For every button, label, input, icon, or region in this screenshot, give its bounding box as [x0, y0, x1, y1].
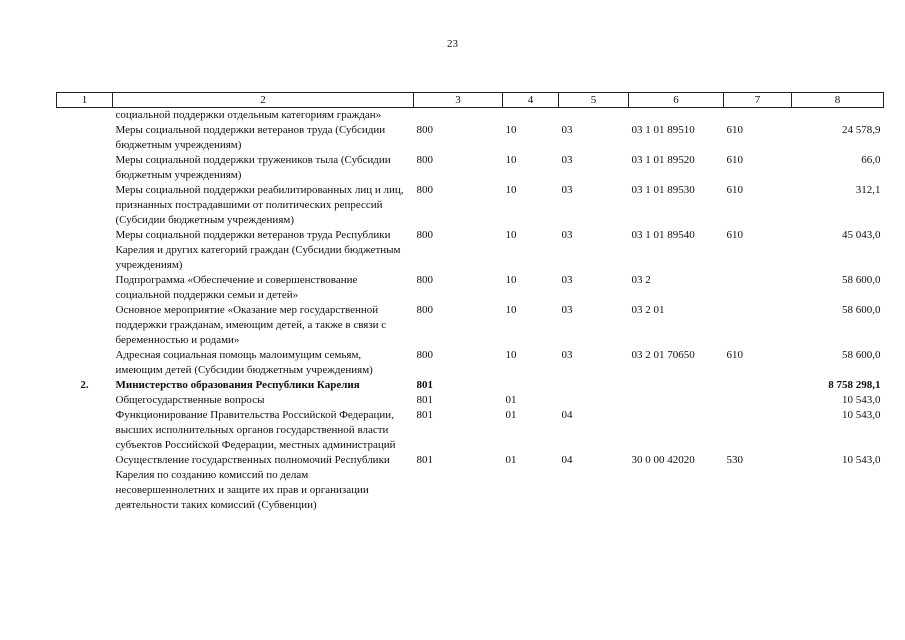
page-number: 23 [447, 38, 458, 50]
row-admin-code: 800 [416, 154, 433, 166]
row-section: 10 [505, 349, 517, 361]
row-target-article: 03 2 [631, 274, 651, 286]
row-subsection: 03 [561, 184, 573, 196]
row-expense-kind: 610 [726, 184, 743, 196]
row-amount: 45 043,0 [842, 229, 881, 241]
table-row [57, 393, 884, 408]
row-section [503, 378, 559, 393]
row-amount: 10 543,0 [842, 394, 881, 406]
table-row [57, 183, 884, 228]
row-amount [792, 108, 884, 124]
row-admin-code [414, 108, 503, 124]
row-subsection: 03 [561, 229, 573, 241]
row-target-article [629, 408, 724, 453]
row-name: Общегосударственные вопросы [115, 394, 265, 406]
row-name: Меры социальной поддержки ветеранов труда (Субсидии бюджетным учреждениям) [115, 124, 386, 151]
row-number [57, 453, 113, 513]
row-subsection: 03 [561, 124, 573, 136]
row-target-article: 03 2 01 70650 [631, 349, 695, 361]
row-expense-kind [724, 393, 792, 408]
col-header-2: 2 [113, 93, 414, 108]
row-number [57, 123, 113, 153]
table-row [57, 228, 884, 273]
row-number [57, 108, 113, 124]
table-row [57, 153, 884, 183]
row-subsection: 04 [561, 454, 573, 466]
row-amount: 24 578,9 [842, 124, 881, 136]
row-expense-kind: 610 [726, 154, 743, 166]
row-target-article: 03 1 01 89540 [631, 229, 695, 241]
row-section: 10 [505, 124, 517, 136]
row-expense-kind [724, 303, 792, 348]
row-name: Министерство образования Республики Карелия [115, 379, 360, 391]
row-name: Адресная социальная помощь малоимущим семьям, имеющим детей (Субсидии бюджетным учреждениям) [115, 349, 373, 376]
row-admin-code: 800 [416, 229, 433, 241]
row-amount: 58 600,0 [842, 304, 881, 316]
row-name: Основное мероприятие «Оказание мер государственной поддержки гражданам, имеющим детей, а также в связи с беременностью и родами» [115, 304, 387, 346]
row-amount: 58 600,0 [842, 274, 881, 286]
table-row-ministry [57, 378, 884, 393]
row-name: Меры социальной поддержки ветеранов труда Республики Карелия и других категорий граждан (Субсидии бюджетным учреждениям) [115, 229, 401, 271]
row-section: 10 [505, 229, 517, 241]
row-number [57, 303, 113, 348]
row-admin-code: 800 [416, 349, 433, 361]
table-row [57, 453, 884, 513]
row-expense-kind [724, 378, 792, 393]
col-header-6: 6 [629, 93, 724, 108]
row-name: Подпрограмма «Обеспечение и совершенствование социальной поддержки семьи и детей» [115, 274, 358, 301]
row-expense-kind [724, 408, 792, 453]
row-number [57, 228, 113, 273]
row-amount: 312,1 [855, 184, 881, 196]
row-section: 10 [505, 184, 517, 196]
row-name: социальной поддержки отдельным категориям граждан» [115, 109, 382, 121]
row-number [57, 408, 113, 453]
row-admin-code: 800 [416, 274, 433, 286]
row-target-article: 03 2 01 [631, 304, 665, 316]
row-section: 01 [505, 454, 517, 466]
row-amount: 58 600,0 [842, 349, 881, 361]
row-section: 10 [505, 304, 517, 316]
row-admin-code: 801 [416, 409, 433, 421]
row-number: 2. [80, 379, 89, 391]
table-row [57, 348, 884, 378]
row-amount: 10 543,0 [842, 454, 881, 466]
row-expense-kind: 610 [726, 124, 743, 136]
row-amount: 66,0 [861, 154, 881, 166]
row-number [57, 348, 113, 378]
row-name: Меры социальной поддержки тружеников тыла (Субсидии бюджетным учреждениям) [115, 154, 391, 181]
row-expense-kind: 610 [726, 349, 743, 361]
row-target-article [629, 378, 724, 393]
col-header-3: 3 [414, 93, 503, 108]
row-name: Функционирование Правительства Российской Федерации, высших исполнительных органов государственной власти субъектов Российской Федерации, местных администраций [115, 409, 396, 451]
row-subsection [559, 378, 629, 393]
row-target-article: 03 1 01 89530 [631, 184, 695, 196]
budget-table [56, 92, 884, 513]
row-target-article: 03 1 01 89510 [631, 124, 695, 136]
row-section: 10 [505, 274, 517, 286]
row-section: 01 [505, 409, 517, 421]
row-admin-code: 800 [416, 184, 433, 196]
row-target-article: 30 0 00 42020 [631, 454, 695, 466]
col-header-8: 8 [792, 93, 884, 108]
row-target-article: 03 1 01 89520 [631, 154, 695, 166]
row-section [503, 108, 559, 124]
table-row [57, 273, 884, 303]
row-expense-kind: 610 [726, 229, 743, 241]
row-subsection: 03 [561, 154, 573, 166]
row-name: Осуществление государственных полномочий Республики Карелия по созданию комиссий по делам несовершеннолетних и защите их прав и организации деятельности таких комиссий (Субвенции) [115, 454, 390, 511]
row-expense-kind [724, 108, 792, 124]
row-admin-code: 800 [416, 304, 433, 316]
row-expense-kind [724, 273, 792, 303]
row-number [57, 153, 113, 183]
row-number [57, 183, 113, 228]
row-number [57, 273, 113, 303]
row-admin-code: 800 [416, 124, 433, 136]
row-subsection: 03 [561, 349, 573, 361]
row-section: 10 [505, 154, 517, 166]
col-header-4: 4 [503, 93, 559, 108]
row-admin-code: 801 [416, 394, 433, 406]
table-row [57, 123, 884, 153]
col-header-7: 7 [724, 93, 792, 108]
row-admin-code: 801 [416, 454, 433, 466]
row-subsection: 04 [561, 409, 573, 421]
row-amount: 8 758 298,1 [828, 379, 881, 391]
table-row [57, 303, 884, 348]
row-subsection [559, 393, 629, 408]
header-row [57, 93, 884, 108]
row-subsection: 03 [561, 274, 573, 286]
row-amount: 10 543,0 [842, 409, 881, 421]
table-row [57, 108, 884, 124]
row-expense-kind: 530 [726, 454, 743, 466]
col-header-1: 1 [57, 93, 113, 108]
row-target-article [629, 393, 724, 408]
col-header-5: 5 [559, 93, 629, 108]
row-name: Меры социальной поддержки реабилитированных лиц и лиц, признанных пострадавшими от политических репрессий (Субсидии бюджетным учреждениям) [115, 184, 404, 226]
row-subsection: 03 [561, 304, 573, 316]
row-number [57, 393, 113, 408]
row-subsection [559, 108, 629, 124]
row-admin-code: 801 [416, 379, 433, 391]
table-row [57, 408, 884, 453]
row-section: 01 [505, 394, 517, 406]
row-target-article [629, 108, 724, 124]
